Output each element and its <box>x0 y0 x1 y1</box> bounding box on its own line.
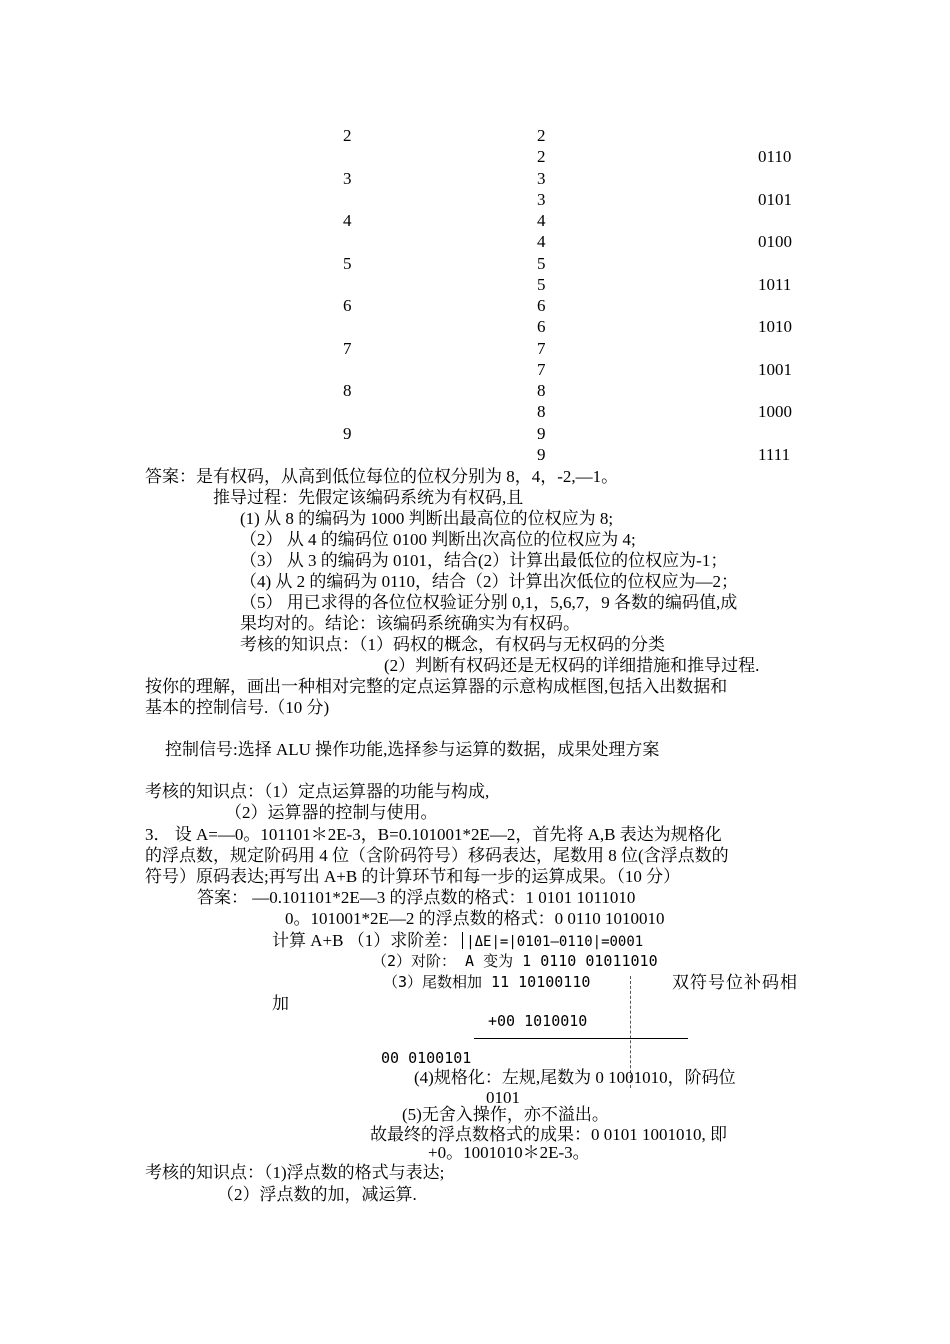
control-signals: 控制信号:选择 ALU 操作功能,选择参与运算的数据，成果处理方案 <box>165 740 660 759</box>
table-digit: 5 <box>537 254 546 273</box>
table-digit: 8 <box>343 381 352 400</box>
q3-knowledge-2: （2）浮点数的加，减运算. <box>217 1185 417 1204</box>
calc-step-2: （2）对阶： A 变为 1 0110 01011010 <box>372 952 658 970</box>
derivation-intro: 推导过程：先假定该编码系统为有权码,且 <box>213 488 524 507</box>
table-digit: 9 <box>537 424 546 443</box>
table-digit: 7 <box>343 339 352 358</box>
table-code: 1001 <box>758 360 792 379</box>
table-digit: 2 <box>537 147 546 166</box>
q3-answer-a: 答案： —0.101101*2E—3 的浮点数的格式：1 0101 1011010 <box>197 888 636 907</box>
calc-step-1 <box>272 930 643 953</box>
table-digit: 4 <box>537 211 546 230</box>
table-digit: 6 <box>343 296 352 315</box>
derivation-step-5: （5） 用已求得的各位位权验证分别 0,1，5,6,7，9 各数的编码值,成 <box>240 593 738 612</box>
table-digit: 2 <box>537 126 546 145</box>
alu-question-line-1: 按你的理解，画出一种相对完整的定点运算器的示意构成框图,包括入出数据和 <box>145 677 728 696</box>
table-digit: 5 <box>343 254 352 273</box>
calc-step-3-note-end: 加 <box>272 994 289 1013</box>
calc-step-1-value: |ΔE|=|0101—0110|=0001 <box>466 934 644 950</box>
table-code: 1000 <box>758 402 792 421</box>
sum-rule <box>474 1038 688 1039</box>
table-digit: 3 <box>343 169 352 188</box>
calc-step-3-note: 双符号位补码相 <box>672 973 798 992</box>
answer-line: 答案：是有权码，从高到低位每位的位权分别为 8，4，-2,—1。 <box>145 467 619 486</box>
table-digit: 7 <box>537 360 546 379</box>
table-digit: 3 <box>537 190 546 209</box>
q3-line-2: 的浮点数，规定阶码用 4 位（含阶码符号）移码表达，尾数用 8 位(含浮点数的 <box>145 846 729 865</box>
calc-step-4: (4)规格化：左规,尾数为 0 1001010，阶码位 <box>414 1068 736 1087</box>
alu-knowledge-1: 考核的知识点：（1）定点运算器的功能与构成, <box>145 782 490 801</box>
table-digit: 3 <box>537 169 546 188</box>
abs-bar <box>462 932 463 949</box>
q3-answer-b: 0。101001*2E—2 的浮点数的格式：0 0110 1010010 <box>285 909 665 928</box>
table-code: 0110 <box>758 147 792 166</box>
table-code: 1111 <box>758 445 791 464</box>
calc-step-3: （3）尾数相加 11 10100110 <box>383 973 591 991</box>
derivation-step-2: （2） 从 4 的编码位 0100 判断出次高位的位权应为 4; <box>240 530 636 549</box>
derivation-step-3: （3） 从 3 的编码为 0101，结合(2）计算出最低位的位权应为-1； <box>240 551 728 570</box>
table-code: 1011 <box>758 275 792 294</box>
alu-question-line-2: 基本的控制信号.（10 分) <box>145 698 330 717</box>
table-digit: 7 <box>537 339 546 358</box>
alu-knowledge-2: （2）运算器的控制与使用。 <box>225 803 438 822</box>
q3-knowledge-1: 考核的知识点：（1)浮点数的格式与表达; <box>145 1163 445 1182</box>
derivation-conclusion: 果均对的。结论：该编码系统确实为有权码。 <box>240 614 580 633</box>
table-digit: 6 <box>537 317 546 336</box>
derivation-step-4: （4) 从 2 的编码为 0110，结合（2）计算出次低位的位权应为—2； <box>240 572 739 591</box>
table-code: 1010 <box>758 317 792 336</box>
final-result-1: 故最终的浮点数格式的成果：0 0101 1001010, 即 <box>370 1125 727 1144</box>
table-digit: 9 <box>537 445 546 464</box>
table-digit: 8 <box>537 381 546 400</box>
sum-result: 00 0100101 <box>381 1049 472 1067</box>
table-digit: 8 <box>537 402 546 421</box>
table-digit: 2 <box>343 126 352 145</box>
table-digit: 5 <box>537 275 546 294</box>
table-code: 0101 <box>758 190 792 209</box>
knowledge-points-1: 考核的知识点：（1）码权的概念，有权码与无权码的分类 <box>240 635 665 654</box>
table-digit: 4 <box>537 232 546 251</box>
table-code: 0100 <box>758 232 792 251</box>
derivation-step-1: (1) 从 8 的编码为 1000 判断出最高位的位权应为 8; <box>240 509 614 528</box>
calc-step-4-exponent: 0101 <box>486 1088 520 1107</box>
addend: +00 1010010 <box>488 1012 588 1030</box>
calc-step-1-label: 计算 A+B （1）求阶差： <box>272 931 459 950</box>
table-digit: 6 <box>537 296 546 315</box>
table-digit: 9 <box>343 424 352 443</box>
table-digit: 4 <box>343 211 352 230</box>
final-result-2: +0。1001010＊2E-3。 <box>428 1143 590 1162</box>
calc-step-5: (5)无舍入操作，亦不溢出。 <box>402 1105 609 1124</box>
q3-line-1: 3． 设 A=—0。101101＊2E-3，B=0.101001*2E—2，首先将 A,B 表达为规格化 <box>145 825 722 844</box>
q3-line-3: 符号）原码表达;再写出 A+B 的计算环节和每一步的运算成果。（10 分） <box>145 867 681 886</box>
knowledge-points-2: (2）判断有权码还是无权码的详细措施和推导过程. <box>384 656 760 675</box>
